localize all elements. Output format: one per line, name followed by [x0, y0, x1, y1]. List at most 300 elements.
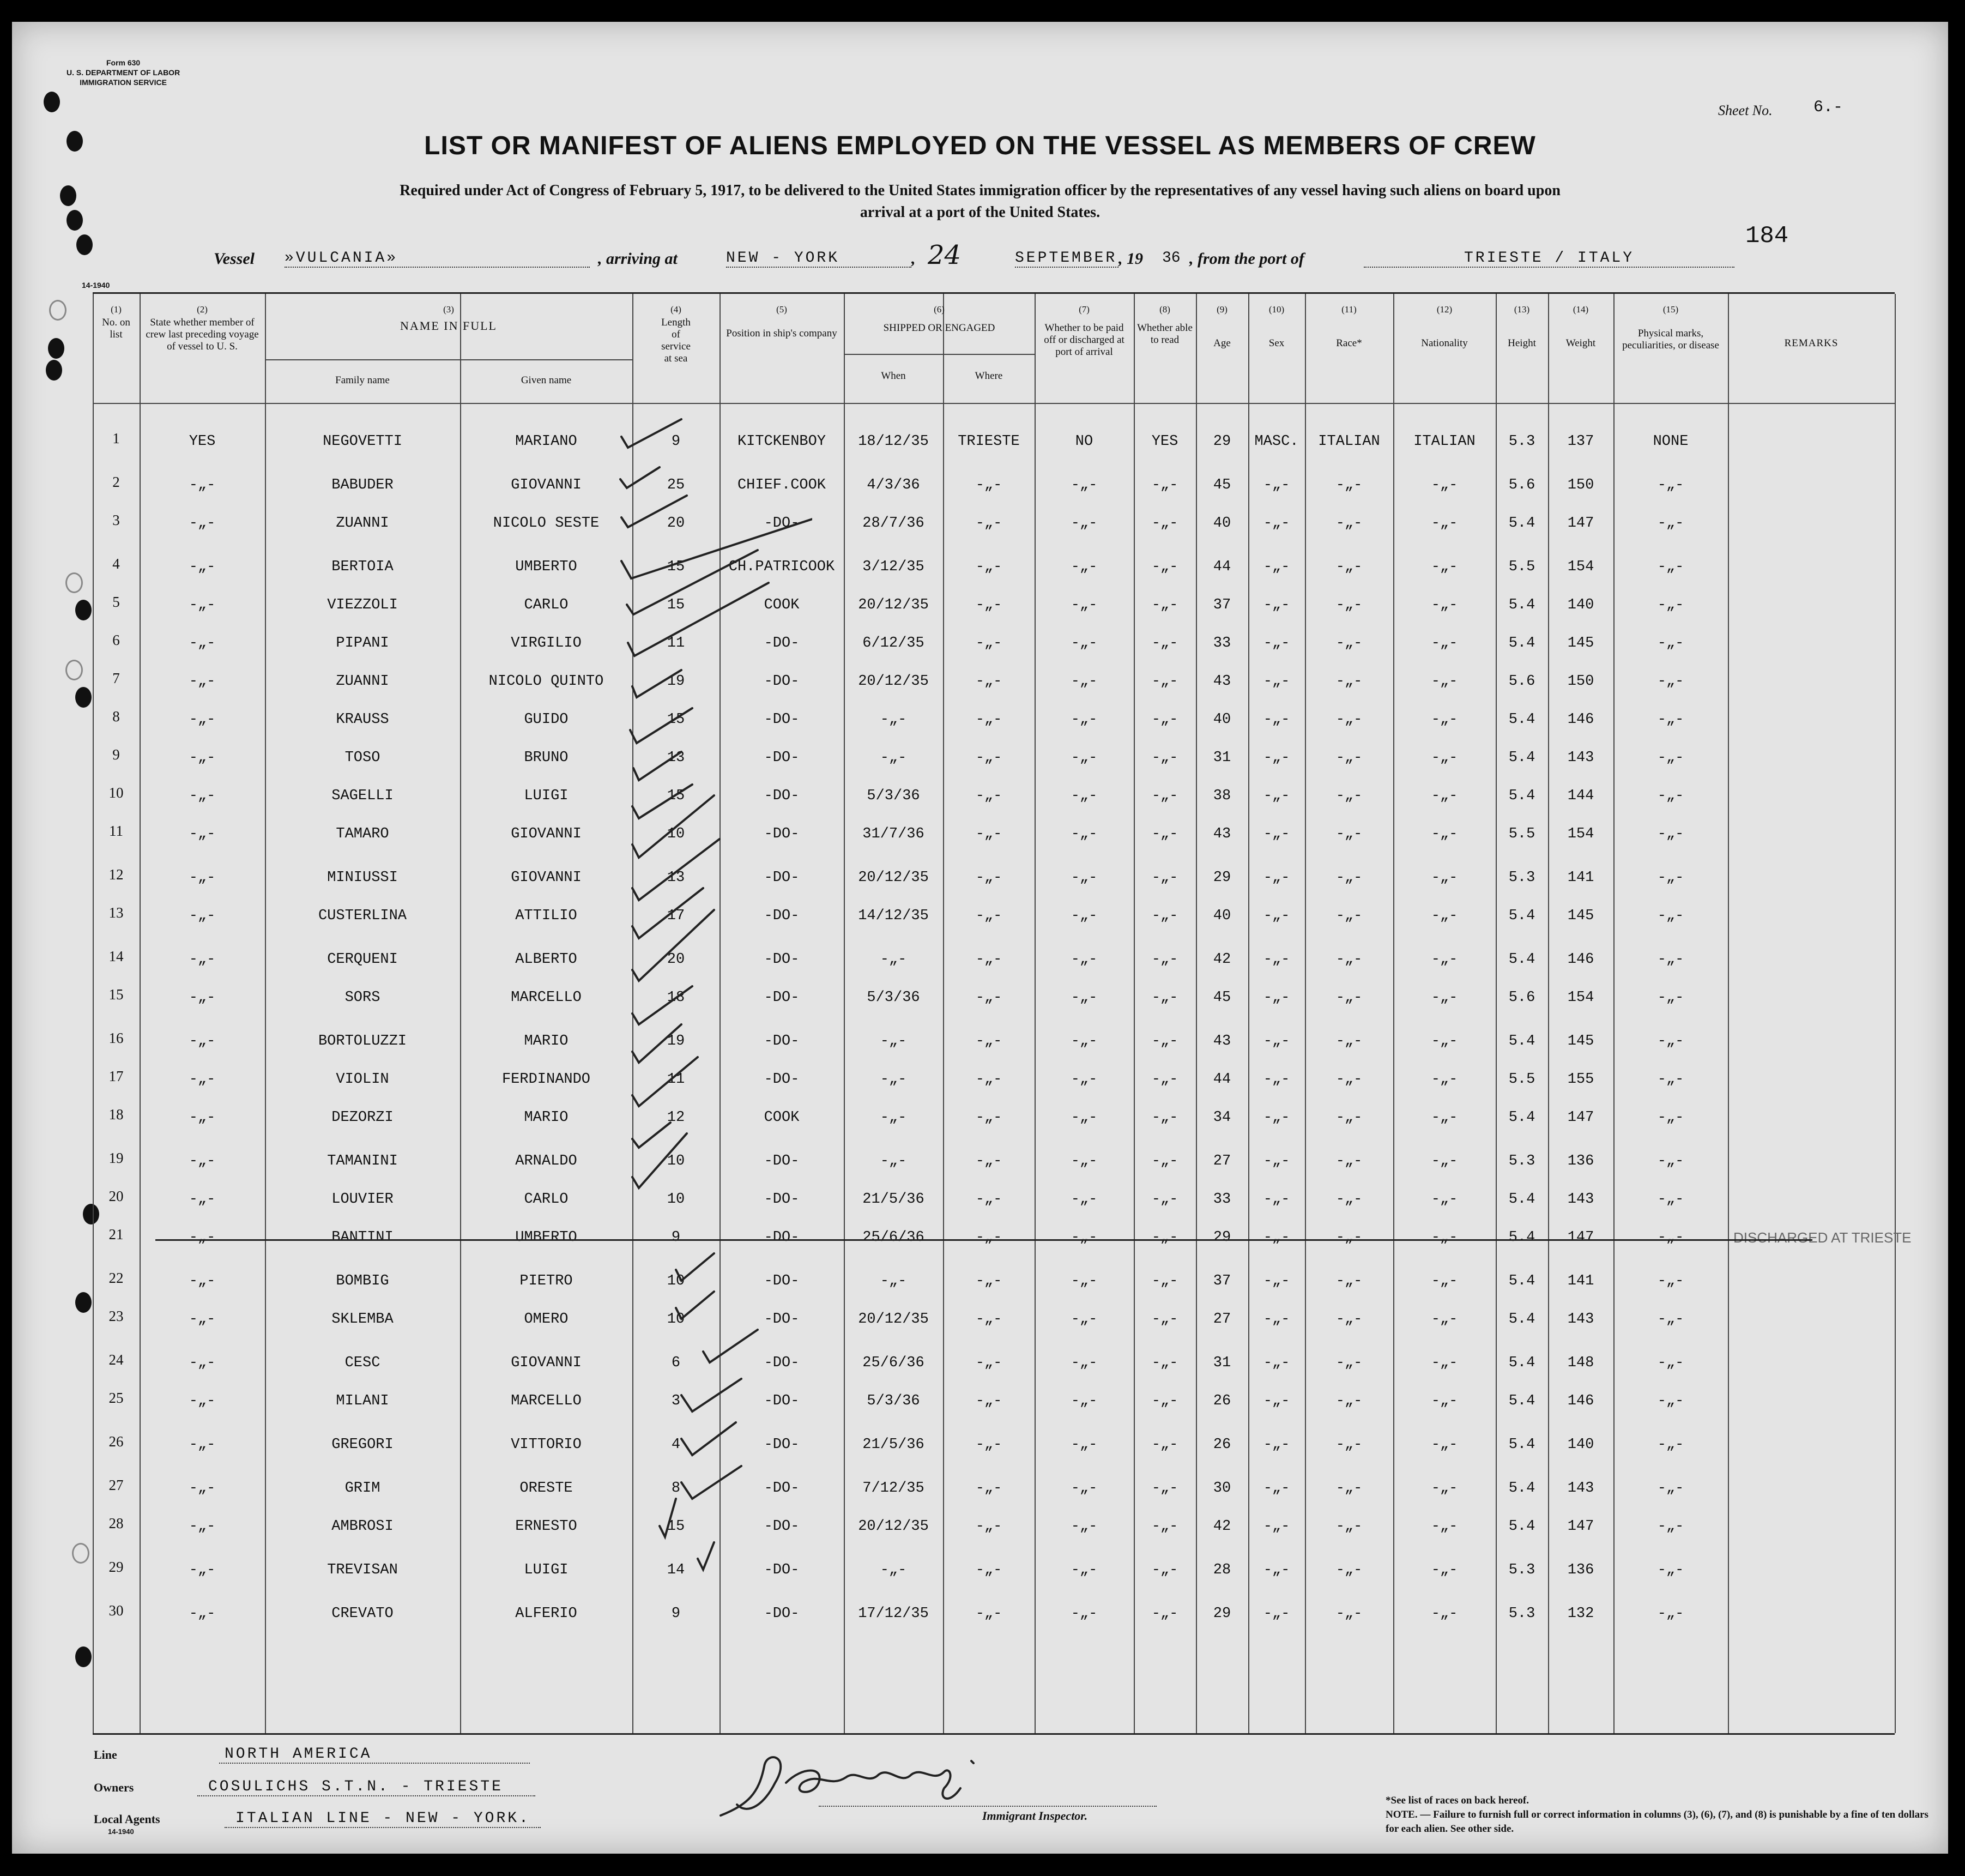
table-row — [93, 948, 1895, 988]
cell-age: 43 — [1213, 1033, 1231, 1049]
cell-sex: -„- — [1263, 1562, 1290, 1578]
cell-height: 5.4 — [1508, 1393, 1535, 1409]
cell-position: -DO- — [764, 1480, 800, 1497]
cell-weight: 148 — [1567, 1355, 1594, 1371]
cell-sex: -„- — [1263, 515, 1290, 532]
cell-position: -DO- — [764, 673, 800, 690]
cell-given: MARCELLO — [511, 1393, 582, 1409]
cell-position: -DO- — [764, 908, 800, 924]
cell-family: TAMARO — [336, 826, 389, 842]
cell-position: -DO- — [764, 826, 800, 842]
table-row — [93, 512, 1895, 552]
cell-read: -„- — [1151, 673, 1178, 690]
col4-header: Length of service at sea — [661, 317, 691, 364]
cell-race: -„- — [1335, 1229, 1363, 1246]
cell-race: -„- — [1335, 870, 1363, 886]
cell-height: 5.5 — [1508, 559, 1535, 575]
table-row — [93, 746, 1895, 787]
cell-paid: -„- — [1071, 951, 1098, 968]
cell-read: -„- — [1151, 951, 1178, 968]
table-row — [93, 670, 1895, 710]
cell-when: 14/12/35 — [858, 908, 929, 924]
cell-weight: 136 — [1567, 1562, 1594, 1578]
table-row — [93, 866, 1895, 907]
arrival-day: 24 — [928, 240, 962, 270]
cell-given: NICOLO QUINTO — [488, 673, 604, 690]
table-row — [93, 1602, 1895, 1643]
col14-header: Weight — [1565, 337, 1596, 349]
line-label: Line — [94, 1748, 117, 1762]
cell-position: CHIEF.COOK — [737, 477, 826, 493]
cell-given: MARIO — [524, 1109, 569, 1126]
cell-marks: -„- — [1657, 515, 1684, 532]
cell-no: 4 — [112, 556, 120, 572]
binder-hole — [46, 360, 62, 381]
cell-race: -„- — [1335, 951, 1363, 968]
table-row — [93, 1106, 1895, 1147]
cell-prev: -„- — [189, 1355, 216, 1371]
cell-nat: -„- — [1431, 1311, 1458, 1328]
cell-height: 5.4 — [1508, 1033, 1535, 1049]
cell-family: BORTOLUZZI — [318, 1033, 407, 1049]
cell-no: 15 — [108, 986, 124, 1003]
cell-given: GIOVANNI — [511, 870, 582, 886]
cell-sex: -„- — [1263, 1437, 1290, 1453]
cell-service: 10 — [667, 826, 685, 842]
cell-service: 15 — [667, 1518, 685, 1535]
binder-hole — [44, 92, 60, 112]
cell-read: -„- — [1151, 1518, 1178, 1535]
subtitle-line-1: Required under Act of Congress of February 5, 1917, to be delivered to the United States immigration officer by the representatives of any vessel having such aliens on board upon — [400, 182, 1561, 199]
cell-prev: -„- — [189, 1071, 216, 1088]
cell-where: -„- — [975, 1562, 1002, 1578]
cell-no: 21 — [108, 1226, 124, 1242]
footer-notes — [1386, 1794, 1931, 1836]
cell-age: 40 — [1213, 908, 1231, 924]
cell-weight: 147 — [1567, 1518, 1594, 1535]
cell-race: -„- — [1335, 1437, 1363, 1453]
cell-paid: -„- — [1071, 597, 1098, 613]
binder-hole — [75, 687, 92, 708]
cell-service: 25 — [667, 477, 685, 493]
from-port: TRIESTE / ITALY — [1364, 250, 1734, 268]
cell-no: 22 — [108, 1270, 124, 1286]
cell-no: 29 — [108, 1559, 124, 1575]
binder-hole — [65, 572, 83, 593]
col15-num: (15) — [1662, 304, 1679, 315]
binder-hole — [60, 185, 76, 206]
cell-paid: -„- — [1071, 1033, 1098, 1049]
cell-marks: -„- — [1657, 990, 1684, 1006]
cell-service: 6 — [671, 1355, 681, 1371]
cell-prev: -„- — [189, 515, 216, 532]
cell-height: 5.6 — [1508, 673, 1535, 690]
cell-marks: -„- — [1657, 1562, 1684, 1578]
cell-family: CUSTERLINA — [318, 908, 407, 924]
cell-weight: 147 — [1567, 1109, 1594, 1126]
cell-marks: -„- — [1657, 1480, 1684, 1497]
cell-family: TOSO — [344, 750, 380, 766]
cell-age: 33 — [1213, 1191, 1231, 1208]
col8-header: Whether able to read — [1137, 322, 1193, 346]
cell-service: 8 — [671, 1480, 681, 1497]
cell-no: 10 — [108, 785, 124, 801]
cell-prev: -„- — [189, 477, 216, 493]
cell-position: -DO- — [764, 1393, 800, 1409]
cell-no: 7 — [112, 670, 120, 686]
cell-service: 18 — [667, 990, 685, 1006]
table-row — [93, 594, 1895, 634]
cell-no: 23 — [108, 1308, 124, 1324]
cell-read: -„- — [1151, 597, 1178, 613]
cell-given: CARLO — [524, 1191, 569, 1208]
col4-num: (4) — [670, 304, 681, 315]
cell-age: 29 — [1213, 433, 1231, 450]
cell-when: -„- — [880, 1033, 907, 1049]
cell-when: -„- — [880, 711, 907, 728]
cell-sex: -„- — [1263, 559, 1290, 575]
col12-header: Nationality — [1421, 337, 1468, 349]
table-row — [93, 785, 1895, 825]
cell-weight: 132 — [1567, 1606, 1594, 1622]
cell-no: 8 — [112, 708, 120, 725]
table-row — [93, 1559, 1895, 1599]
cell-prev: -„- — [189, 1480, 216, 1497]
agents-value: ITALIAN LINE - NEW - YORK. — [225, 1810, 541, 1828]
cell-family: ZUANNI — [336, 515, 389, 532]
cell-read: -„- — [1151, 788, 1178, 804]
cell-nat: -„- — [1431, 870, 1458, 886]
cell-marks: -„- — [1657, 1606, 1684, 1622]
cell-when: 6/12/35 — [862, 635, 924, 652]
table-row — [93, 1515, 1895, 1555]
col1-header: No. on list — [102, 317, 130, 340]
cell-nat: -„- — [1431, 711, 1458, 728]
cell-paid: -„- — [1071, 750, 1098, 766]
cell-height: 5.6 — [1508, 990, 1535, 1006]
cell-family: GRIM — [344, 1480, 380, 1497]
cell-read: -„- — [1151, 1033, 1178, 1049]
cell-when: 18/12/35 — [858, 433, 929, 450]
table-row — [93, 708, 1895, 749]
cell-weight: 143 — [1567, 1191, 1594, 1208]
cell-where: -„- — [975, 559, 1002, 575]
cell-prev: -„- — [189, 826, 216, 842]
cell-weight: 146 — [1567, 1393, 1594, 1409]
cell-when: 20/12/35 — [858, 597, 929, 613]
cell-marks: -„- — [1657, 673, 1684, 690]
cell-no: 6 — [112, 632, 120, 648]
cell-service: 15 — [667, 788, 685, 804]
cell-sex: -„- — [1263, 477, 1290, 493]
cell-age: 34 — [1213, 1109, 1231, 1126]
cell-weight: 140 — [1567, 597, 1594, 613]
cell-prev: -„- — [189, 1109, 216, 1126]
cell-paid: -„- — [1071, 1191, 1098, 1208]
cell-sex: -„- — [1263, 870, 1290, 886]
cell-height: 5.4 — [1508, 1311, 1535, 1328]
cell-given: CARLO — [524, 597, 569, 613]
line-value: NORTH AMERICA — [219, 1746, 530, 1764]
sheet-number-value: 6.- — [1813, 98, 1843, 117]
cell-where: -„- — [975, 711, 1002, 728]
cell-paid: -„- — [1071, 990, 1098, 1006]
table-row — [93, 1226, 1912, 1266]
cell-family: AMBROSI — [331, 1518, 394, 1535]
col10-header: Sex — [1268, 337, 1285, 349]
cell-when: 21/5/36 — [862, 1191, 924, 1208]
cell-age: 26 — [1213, 1437, 1231, 1453]
cell-weight: 140 — [1567, 1437, 1594, 1453]
cell-given: MARIANO — [515, 433, 577, 450]
cell-when: 21/5/36 — [862, 1437, 924, 1453]
cell-prev: -„- — [189, 1518, 216, 1535]
table-row — [93, 1188, 1895, 1228]
cell-marks: -„- — [1657, 711, 1684, 728]
crew-table — [93, 292, 1912, 1735]
cell-height: 5.3 — [1508, 1153, 1535, 1169]
cell-marks: -„- — [1657, 908, 1684, 924]
cell-paid: -„- — [1071, 515, 1098, 532]
cell-marks: -„- — [1657, 1191, 1684, 1208]
cell-height: 5.4 — [1508, 1518, 1535, 1535]
cell-service: 19 — [667, 673, 685, 690]
cell-when: 28/7/36 — [862, 515, 924, 532]
cell-paid: -„- — [1071, 1273, 1098, 1289]
cell-no: 24 — [108, 1352, 124, 1368]
cell-age: 27 — [1213, 1153, 1231, 1169]
strike-through-line — [155, 1239, 1812, 1241]
cell-where: -„- — [975, 1437, 1002, 1453]
cell-nat: -„- — [1431, 788, 1458, 804]
cell-read: -„- — [1151, 870, 1178, 886]
cell-marks: -„- — [1657, 1437, 1684, 1453]
cell-when: 3/12/35 — [862, 559, 924, 575]
cell-marks: -„- — [1657, 1153, 1684, 1169]
cell-when: 5/3/36 — [867, 1393, 920, 1409]
races-note: *See list of races on back hereof. — [1386, 1795, 1529, 1806]
cell-no: 30 — [108, 1602, 124, 1619]
cell-when: 7/12/35 — [862, 1480, 924, 1497]
cell-age: 28 — [1213, 1562, 1231, 1578]
cell-prev: -„- — [189, 1393, 216, 1409]
cell-nat: -„- — [1431, 1355, 1458, 1371]
col3b-header: Given name — [521, 375, 572, 386]
cell-sex: -„- — [1263, 990, 1290, 1006]
table-row — [93, 556, 1895, 596]
cell-paid: -„- — [1071, 1393, 1098, 1409]
cell-when: -„- — [880, 1153, 907, 1169]
cell-service: 15 — [667, 597, 685, 613]
cell-race: -„- — [1335, 1311, 1363, 1328]
cell-family: PIPANI — [336, 635, 389, 652]
cell-read: -„- — [1151, 1153, 1178, 1169]
cell-family: SORS — [344, 990, 380, 1006]
cell-position: -DO- — [764, 1153, 800, 1169]
cell-when: 31/7/36 — [862, 826, 924, 842]
table-row — [93, 1030, 1895, 1070]
col9-num: (9) — [1217, 304, 1228, 315]
cell-paid: -„- — [1071, 826, 1098, 842]
table-row — [93, 474, 1895, 514]
cell-no: 27 — [108, 1477, 124, 1493]
cell-family: BERTOIA — [331, 559, 394, 575]
cell-height: 5.4 — [1508, 908, 1535, 924]
inspector-signature — [715, 1745, 1020, 1821]
cell-height: 5.5 — [1508, 1071, 1535, 1088]
cell-marks: -„- — [1657, 750, 1684, 766]
cell-race: -„- — [1335, 1153, 1363, 1169]
manifest-title: LIST OR MANIFEST OF ALIENS EMPLOYED ON THE VESSEL AS MEMBERS OF CREW — [424, 131, 1536, 160]
cell-height: 5.4 — [1508, 1273, 1535, 1289]
cell-sex: -„- — [1263, 826, 1290, 842]
cell-where: TRIESTE — [958, 433, 1020, 450]
cell-family: CERQUENI — [327, 951, 398, 968]
cell-race: -„- — [1335, 635, 1363, 652]
cell-race: -„- — [1335, 1562, 1363, 1578]
col6b-header: Where — [975, 370, 1003, 382]
cell-sex: -„- — [1263, 673, 1290, 690]
cell-prev: -„- — [189, 870, 216, 886]
cell-race: -„- — [1335, 477, 1363, 493]
cell-read: -„- — [1151, 990, 1178, 1006]
cell-where: -„- — [975, 515, 1002, 532]
cell-family: ZUANNI — [336, 673, 389, 690]
cell-read: -„- — [1151, 1606, 1178, 1622]
cell-position: -DO- — [764, 750, 800, 766]
cell-paid: -„- — [1071, 711, 1098, 728]
cell-when: 20/12/35 — [858, 870, 929, 886]
cell-weight: 146 — [1567, 711, 1594, 728]
cell-where: -„- — [975, 1273, 1002, 1289]
cell-paid: -„- — [1071, 1153, 1098, 1169]
cell-service: 15 — [667, 711, 685, 728]
cell-marks: -„- — [1657, 1518, 1684, 1535]
cell-height: 5.4 — [1508, 1355, 1535, 1371]
arriving-label: , arriving at — [598, 250, 678, 268]
cell-family: NEGOVETTI — [323, 433, 402, 450]
check-marks — [616, 403, 812, 1733]
binder-hole — [75, 600, 92, 620]
cell-when: 20/12/35 — [858, 1518, 929, 1535]
cell-when: 20/12/35 — [858, 1311, 929, 1328]
cell-position: -DO- — [764, 711, 800, 728]
cell-no: 26 — [108, 1433, 124, 1450]
col13-header: Height — [1508, 337, 1536, 349]
cell-given: VIRGILIO — [511, 635, 582, 652]
owners-label: Owners — [94, 1781, 134, 1794]
cell-height: 5.4 — [1508, 1480, 1535, 1497]
binder-hole — [66, 210, 83, 231]
cell-no: 16 — [108, 1030, 124, 1046]
cell-height: 5.3 — [1508, 870, 1535, 886]
cell-paid: -„- — [1071, 1480, 1098, 1497]
cell-nat: -„- — [1431, 559, 1458, 575]
cell-age: 31 — [1213, 1355, 1231, 1371]
col6-num: (6) — [934, 304, 945, 315]
table-row — [93, 986, 1895, 1027]
cell-marks: -„- — [1657, 951, 1684, 968]
cell-when: 17/12/35 — [858, 1606, 929, 1622]
table-row — [93, 1477, 1895, 1517]
cell-marks: -„- — [1657, 1273, 1684, 1289]
cell-family: VIEZZOLI — [327, 597, 398, 613]
cell-weight: 145 — [1567, 1033, 1594, 1049]
cell-height: 5.5 — [1508, 826, 1535, 842]
binder-hole — [49, 300, 66, 321]
cell-given: UMBERTO — [515, 559, 577, 575]
cell-service: 10 — [667, 1311, 685, 1328]
cell-given: LUIGI — [524, 1562, 569, 1578]
cell-where: -„- — [975, 477, 1002, 493]
cell-age: 29 — [1213, 1229, 1231, 1246]
cell-prev: -„- — [189, 1033, 216, 1049]
cell-age: 38 — [1213, 788, 1231, 804]
cell-prev: -„- — [189, 951, 216, 968]
cell-age: 33 — [1213, 635, 1231, 652]
cell-height: 5.4 — [1508, 1229, 1535, 1246]
cell-where: -„- — [975, 1355, 1002, 1371]
cell-service: 17 — [667, 908, 685, 924]
cell-prev: -„- — [189, 1606, 216, 1622]
cell-sex: -„- — [1263, 1606, 1290, 1622]
cell-prev: -„- — [189, 908, 216, 924]
cell-height: 5.4 — [1508, 788, 1535, 804]
owners-value: COSULICHS S.T.N. - TRIESTE — [197, 1778, 535, 1796]
cell-race: -„- — [1335, 1480, 1363, 1497]
cell-height: 5.4 — [1508, 1109, 1535, 1126]
cell-service: 13 — [667, 750, 685, 766]
manifest-subtitle — [121, 180, 1839, 224]
cell-when: 4/3/36 — [867, 477, 920, 493]
year-prefix: , 19 — [1118, 250, 1143, 268]
cell-age: 40 — [1213, 711, 1231, 728]
col3-num: (3) — [443, 304, 454, 315]
cell-given: FERDINANDO — [501, 1071, 591, 1088]
cell-nat: -„- — [1431, 1606, 1458, 1622]
cell-race: -„- — [1335, 1355, 1363, 1371]
binder-hole — [65, 660, 83, 680]
cell-no: 13 — [108, 904, 124, 921]
cell-paid: -„- — [1071, 559, 1098, 575]
cell-sex: MASC. — [1254, 433, 1299, 450]
cell-race: -„- — [1335, 1273, 1363, 1289]
cell-family: VIOLIN — [336, 1071, 389, 1088]
cell-nat: -„- — [1431, 1518, 1458, 1535]
cell-service: 20 — [667, 951, 685, 968]
cell-prev: -„- — [189, 1437, 216, 1453]
cell-sex: -„- — [1263, 1518, 1290, 1535]
cell-family: MINIUSSI — [327, 870, 398, 886]
cell-paid: -„- — [1071, 673, 1098, 690]
cell-read: -„- — [1151, 1311, 1178, 1328]
cell-no: 25 — [108, 1390, 124, 1406]
cell-prev: -„- — [189, 673, 216, 690]
cell-race: -„- — [1335, 597, 1363, 613]
cell-where: -„- — [975, 826, 1002, 842]
cell-height: 5.4 — [1508, 515, 1535, 532]
cell-given: UMBERTO — [515, 1229, 577, 1246]
cell-family: MILANI — [336, 1393, 389, 1409]
cell-sex: -„- — [1263, 1229, 1290, 1246]
cell-where: -„- — [975, 1109, 1002, 1126]
cell-service: 12 — [667, 1109, 685, 1126]
cell-sex: -„- — [1263, 597, 1290, 613]
cell-given: GUIDO — [524, 711, 569, 728]
cell-nat: -„- — [1431, 750, 1458, 766]
cell-no: 28 — [108, 1515, 124, 1531]
cell-prev: -„- — [189, 1311, 216, 1328]
